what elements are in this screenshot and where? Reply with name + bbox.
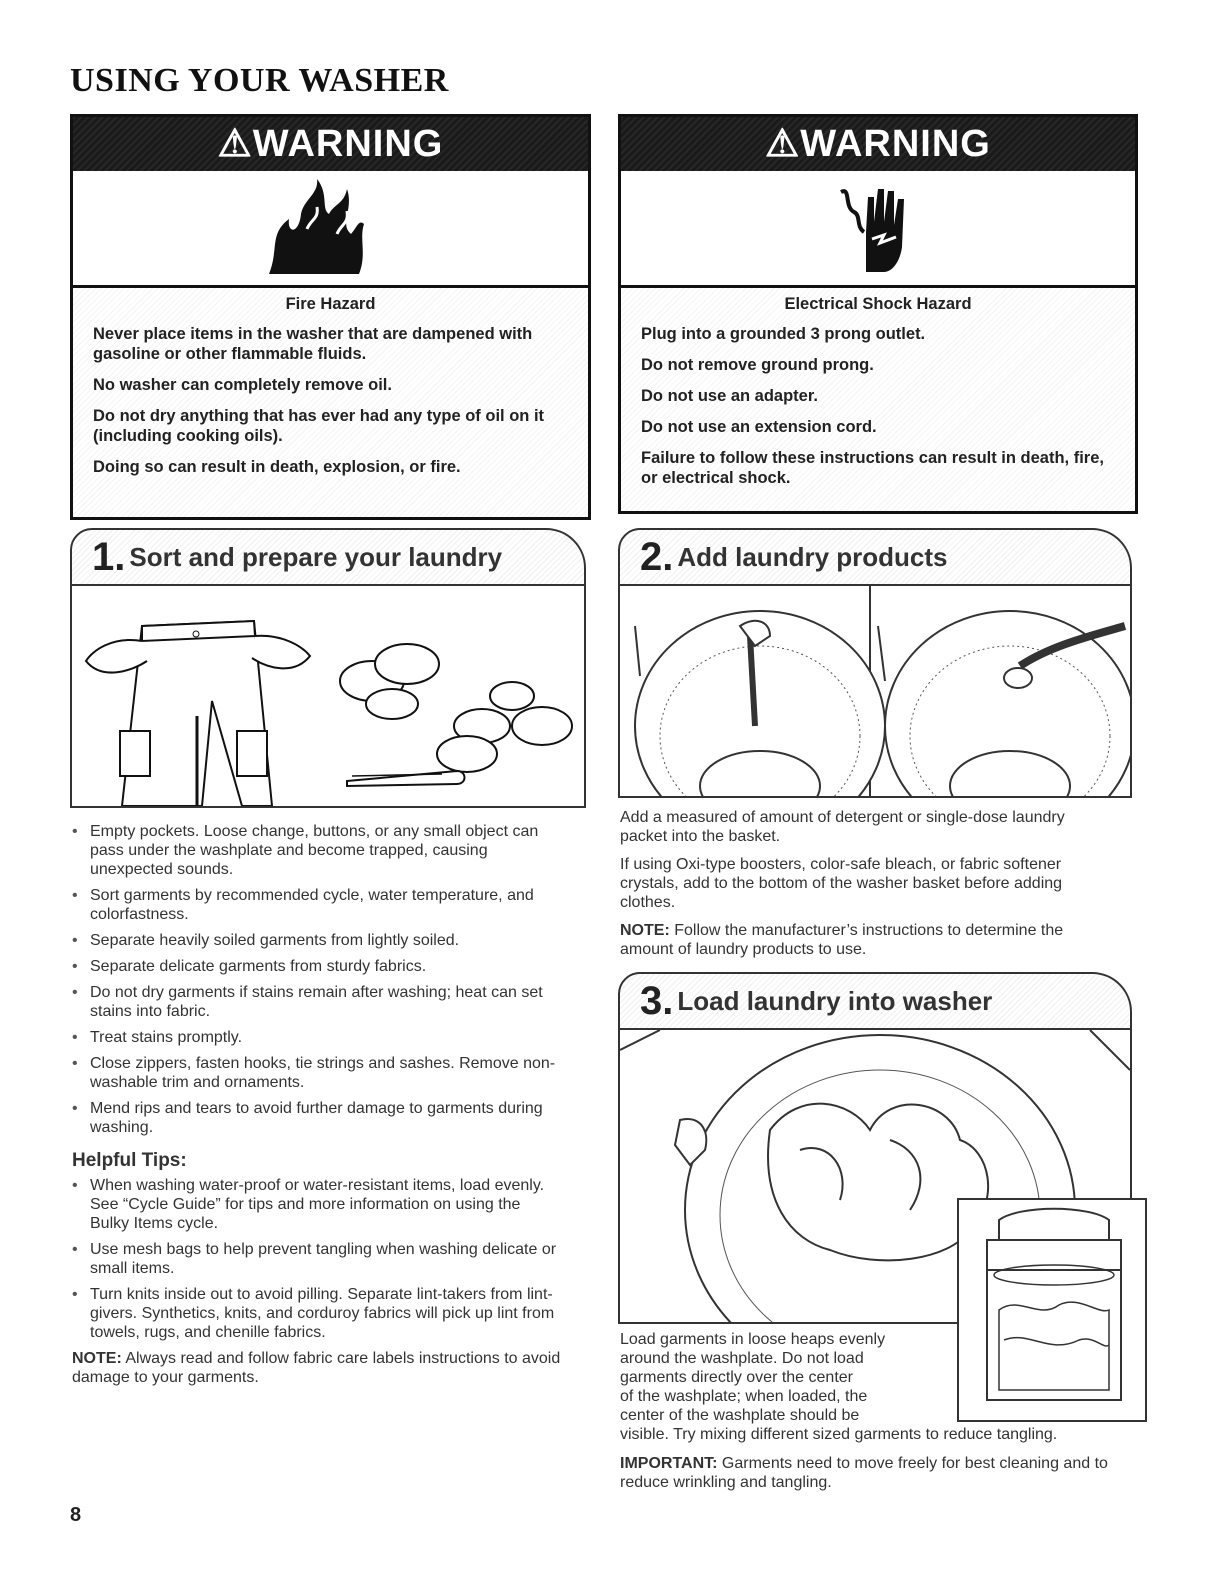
page-title: USING YOUR WASHER <box>70 62 449 99</box>
step1-panel <box>70 528 586 808</box>
step3-line: around the washplate. Do not load <box>620 1350 864 1367</box>
warning-line: Do not remove ground prong. <box>641 356 874 374</box>
warning-title: Fire Hazard <box>285 295 376 313</box>
step3-line: center of the washplate should be <box>620 1407 860 1424</box>
step3-header <box>620 974 1130 1030</box>
fire-hazard-warning <box>70 114 591 520</box>
step2-panel <box>618 528 1132 798</box>
list-item: • Turn knits inside out to avoid pilling. Separate lint-takers from lint-givers. Synthetics, knits, and corduroy fabrics will pick up lint from towels, rugs, and chenille fabrics. <box>72 1285 562 1342</box>
list-item: • When washing water-proof or water-resistant items, load evenly. See “Cycle Guide” for tips and more information on using the Bulky Items cycle. <box>72 1176 562 1233</box>
step1-header <box>72 530 584 586</box>
step-number: 1. <box>92 534 126 579</box>
step-title: Load laundry into washer <box>677 985 993 1016</box>
warning-line: Plug into a grounded 3 prong outlet. <box>641 325 926 343</box>
list-item: • Sort garments by recommended cycle, water temperature, and colorfastness. <box>72 886 562 924</box>
warning-title: Electrical Shock Hazard <box>784 295 972 313</box>
list-item: • Separate delicate garments from sturdy fabrics. <box>72 957 562 976</box>
page-number: 8 <box>70 1504 82 1526</box>
warning-line: No washer can completely remove oil. <box>93 376 392 394</box>
step-title: Sort and prepare your laundry <box>129 541 503 572</box>
add-products-illustration <box>620 586 1130 796</box>
list-item: • Close zippers, fasten hooks, tie strings and sashes. Remove non-washable trim and ornaments. <box>72 1054 562 1092</box>
step2-note: NOTE: Follow the manufacturer’s instructions to determine the amount of laundry products to use. <box>620 922 1064 958</box>
list-item: • Mend rips and tears to avoid further damage to garments during washing. <box>72 1099 562 1137</box>
step3-line: of the washplate; when loaded, the <box>620 1388 868 1405</box>
step1-note: NOTE: Always read and follow fabric care labels instructions to avoid damage to your garments. <box>72 1350 561 1386</box>
list-item: • Use mesh bags to help prevent tangling when washing delicate or small items. <box>72 1240 562 1278</box>
step1-text <box>72 822 562 1396</box>
step3-text <box>620 1330 1115 1501</box>
step2-paragraph: If using Oxi-type boosters, color-safe bleach, or fabric softener crystals, add to the bottom of the washer basket before adding clothes. <box>620 856 1063 911</box>
step-number: 2. <box>640 534 674 579</box>
electrical-shock-icon <box>836 177 916 277</box>
warning-line: Doing so can result in death, explosion, or fire. <box>93 458 461 476</box>
list-item: • Treat stains promptly. <box>72 1028 562 1047</box>
warning-line: Do not use an extension cord. <box>641 418 877 436</box>
step-number: 3. <box>640 978 674 1023</box>
warning-line: Do not dry anything that has ever had any type of oil on it (including cooking oils). <box>93 407 545 445</box>
warning-header: ⚠WARNING <box>621 117 1135 171</box>
pants-coins-buttons-illustration <box>72 586 582 806</box>
step3-line: Load garments in loose heaps evenly <box>620 1331 886 1348</box>
warning-line: Do not use an adapter. <box>641 387 818 405</box>
step2-text <box>620 808 1100 968</box>
step2-paragraph: Add a measured of amount of detergent or single-dose laundry packet into the basket. <box>620 809 1065 845</box>
step3-line: garments directly over the center <box>620 1369 853 1386</box>
step3-line: visible. Try mixing different sized garments to reduce tangling. <box>620 1426 1058 1443</box>
list-item: • Empty pockets. Loose change, buttons, or any small object can pass under the washplate and become trapped, causing unexpected sounds. <box>72 822 562 879</box>
list-item: • Separate heavily soiled garments from lightly soiled. <box>72 931 562 950</box>
warning-line: Failure to follow these instructions can result in death, fire, or electrical shock. <box>641 449 1104 487</box>
list-item: • Do not dry garments if stains remain after washing; heat can set stains into fabric. <box>72 983 562 1021</box>
fire-icon <box>259 179 369 279</box>
warning-header: ⚠WARNING <box>73 117 588 171</box>
step-title: Add laundry products <box>677 541 948 572</box>
electrical-hazard-warning <box>618 114 1138 514</box>
warning-line: Never place items in the washer that are dampened with gasoline or other flammable fluids. <box>93 325 533 363</box>
step3-important: IMPORTANT: Garments need to move freely for best cleaning and to reduce wrinkling and tangling. <box>620 1455 1108 1491</box>
step2-header <box>620 530 1130 586</box>
helpful-tips-heading: Helpful Tips: <box>72 1150 187 1171</box>
